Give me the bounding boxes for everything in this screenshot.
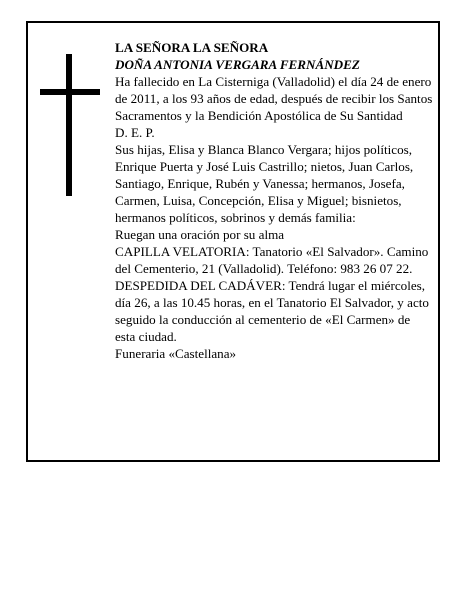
family-list: Sus hijas, Elisa y Blanca Blanco Vergara; hijos políticos, Enrique Puerta y José Luis Castrillo; nietos, Juan Carlos, Santiago, Enrique, Rubén y Vanessa; hermanos, Josefa, Carmen, Luisa, Concepción, Elisa y Miguel; bisnietos, hermanos políticos, sobrinos y demás familia:: [115, 142, 414, 225]
farewell-label: DESPEDIDA DEL CADÁVER:: [115, 278, 286, 293]
funeral-home: Funeraria «Castellana»: [115, 346, 237, 361]
farewell-detail: Tendrá lugar el miércoles, día 26, a las 10.45 horas, en el Tanatorio El Salvador, y acto seguido la conducción al cementerio de «El Carmen» de esta ciudad.: [115, 278, 429, 344]
farewell-info: [115, 277, 433, 345]
cross-vertical-bar: [66, 54, 72, 196]
deceased-name: DOÑA ANTONIA VERGARA FERNÁNDEZ: [115, 57, 360, 72]
obituary-notice: [26, 21, 440, 462]
prayer-request: Ruegan una oración por su alma: [115, 227, 285, 242]
cross-horizontal-bar: [40, 89, 100, 95]
death-announcement: Ha fallecido en La Cisterniga (Valladolid) el día 24 de enero de 2011, a los 93 años de edad, después de recibir los Santos Sacramentos y la Bendición Apostólica de Su Santidad: [115, 74, 433, 123]
latin-cross-icon: [40, 54, 100, 196]
dep-line: D. E. P.: [115, 125, 155, 140]
notice-heading: LA SEÑORA LA SEÑORA: [115, 40, 269, 55]
chapel-info: CAPILLA VELATORIA: Tanatorio «El Salvador». Camino del Cementerio, 21 (Valladolid). Teléfono: 983 26 07 22.: [115, 244, 429, 276]
obituary-text: [115, 39, 433, 362]
